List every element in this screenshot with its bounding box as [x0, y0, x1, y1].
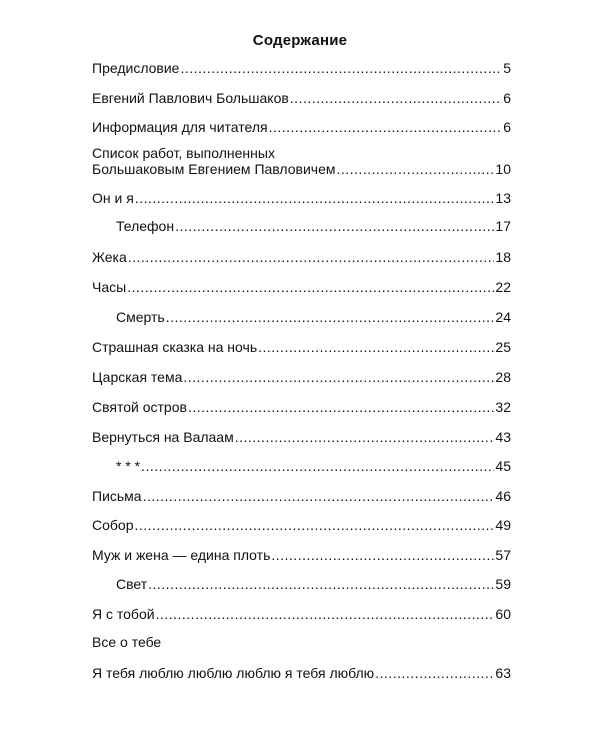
- toc-page-number: 18: [495, 249, 511, 265]
- toc-entry-title: [116, 458, 140, 474]
- toc-entry: [92, 399, 511, 415]
- dot-leader: [135, 517, 495, 533]
- dot-leader: [290, 90, 502, 106]
- toc-entry: [92, 517, 511, 533]
- toc-page-number: 57: [495, 547, 511, 563]
- toc-entry-title: [92, 517, 134, 533]
- toc-page-number: 6: [503, 90, 511, 106]
- toc-entry-title: [92, 279, 126, 295]
- toc-entry: [92, 119, 511, 135]
- toc-entry-title: [92, 145, 335, 177]
- toc-entry-title: [92, 429, 234, 445]
- toc-entry-title: [116, 218, 174, 234]
- toc-entry-title-line: Муж и жена — едина плоть: [92, 547, 271, 563]
- dot-leader: [375, 665, 494, 681]
- toc-page-number: 13: [495, 190, 511, 206]
- dot-leader: [127, 279, 494, 295]
- toc-entry: [92, 249, 511, 265]
- toc-entry-title-line: Царская тема: [92, 369, 183, 385]
- toc-entry-title-line: Телефон: [116, 218, 175, 234]
- toc-entry-title: [92, 547, 270, 563]
- toc-entry: [92, 488, 511, 504]
- dot-leader: [269, 119, 503, 135]
- toc-entry: [116, 576, 511, 592]
- toc-entry-title-line: Собор: [92, 517, 134, 533]
- toc-page-number: 24: [495, 309, 511, 325]
- toc-entry-title: [92, 369, 182, 385]
- toc-entry-title: [92, 190, 134, 206]
- toc-page-number: 49: [495, 517, 511, 533]
- dot-leader: [180, 60, 502, 76]
- dot-leader: [166, 309, 495, 325]
- toc-entry: [92, 339, 511, 355]
- dot-leader: [143, 488, 495, 504]
- dot-leader: [156, 606, 495, 622]
- dot-leader: [148, 576, 494, 592]
- dot-leader: [258, 339, 494, 355]
- toc-entry-title: [92, 60, 179, 76]
- toc-entry-title-line: Я с тобой: [92, 606, 155, 622]
- toc-entry-title-line: Большаковым Евгением Павловичем: [92, 161, 336, 177]
- toc-entry: [92, 60, 511, 76]
- toc-entry-title: [92, 399, 187, 415]
- toc-entry: [92, 547, 511, 563]
- toc-entry-title-line: Предисловие: [92, 60, 180, 76]
- toc-page-number: 17: [495, 218, 511, 234]
- toc-page-number: 60: [495, 606, 511, 622]
- toc-entry-title-line: Вернуться на Валаам: [92, 429, 234, 445]
- dot-leader: [183, 369, 494, 385]
- toc-entry-title-line: Все о тебе: [92, 634, 162, 650]
- dot-leader: [135, 190, 495, 206]
- toc-page-number: 10: [495, 161, 511, 177]
- toc-entry: [92, 145, 511, 177]
- toc-entry: [92, 190, 511, 206]
- toc-page-number: 25: [495, 339, 511, 355]
- toc-entry-title: [116, 309, 165, 325]
- toc-entry: [92, 606, 511, 622]
- toc-entry-title: [92, 119, 268, 135]
- toc-entry-title-line: Письма: [92, 488, 142, 504]
- toc-entry-title: [92, 634, 161, 650]
- toc-entry: [92, 665, 511, 681]
- toc-entry-title-line: Святой остров: [92, 399, 187, 415]
- toc-entry-title: [92, 339, 257, 355]
- toc-entry-title-line: Я тебя люблю люблю люблю я тебя люблю: [92, 665, 375, 681]
- toc-entry-title-line: Евгений Павлович Большаков: [92, 90, 289, 106]
- dot-leader: [235, 429, 495, 445]
- toc-entry-title-line: Часы: [92, 279, 127, 295]
- toc-page-number: 28: [495, 369, 511, 385]
- toc-entry-title: [92, 249, 127, 265]
- dot-leader: [175, 218, 494, 234]
- toc-entry-title-line: Информация для читателя: [92, 119, 268, 135]
- toc-entry-title: [116, 576, 147, 592]
- toc-entry: [116, 458, 511, 474]
- toc-page-number: 32: [495, 399, 511, 415]
- toc-page-number: 6: [503, 119, 511, 135]
- toc-entry: [92, 369, 511, 385]
- dot-leader: [141, 458, 494, 474]
- toc-page-number: 46: [495, 488, 511, 504]
- page-title: Содержание: [252, 32, 348, 49]
- toc-entry-title-line: Страшная сказка на ночь: [92, 339, 258, 355]
- toc-entry: [92, 429, 511, 445]
- toc-entry-title-line: Смерть: [116, 309, 165, 325]
- toc-entry-title-line: Свет: [116, 576, 148, 592]
- toc-page-number: 22: [495, 279, 511, 295]
- toc-entry: [116, 309, 511, 325]
- toc-entry: [92, 90, 511, 106]
- toc-entry-title: [92, 606, 155, 622]
- toc-entry: [92, 279, 511, 295]
- dot-leader: [128, 249, 495, 265]
- toc-page-number: 59: [495, 576, 511, 592]
- toc-entry-title-line: Он и я: [92, 190, 134, 206]
- toc-page-number: 5: [503, 60, 511, 76]
- toc-page-number: 43: [495, 429, 511, 445]
- toc-entry: [92, 634, 511, 650]
- toc-entry-title: [92, 488, 142, 504]
- toc-entry: [116, 218, 511, 234]
- toc-page-number: 45: [495, 458, 511, 474]
- toc-entry-title-line: Список работ, выполненных: [92, 145, 275, 161]
- toc-entry-title: [92, 665, 374, 681]
- toc-entry-title-line: Жека: [92, 249, 127, 265]
- toc-entry-title-line: * * *: [116, 458, 141, 474]
- toc-page-number: 63: [495, 665, 511, 681]
- dot-leader: [188, 399, 494, 415]
- dot-leader: [336, 161, 494, 177]
- toc-entry-title: [92, 90, 289, 106]
- dot-leader: [271, 547, 494, 563]
